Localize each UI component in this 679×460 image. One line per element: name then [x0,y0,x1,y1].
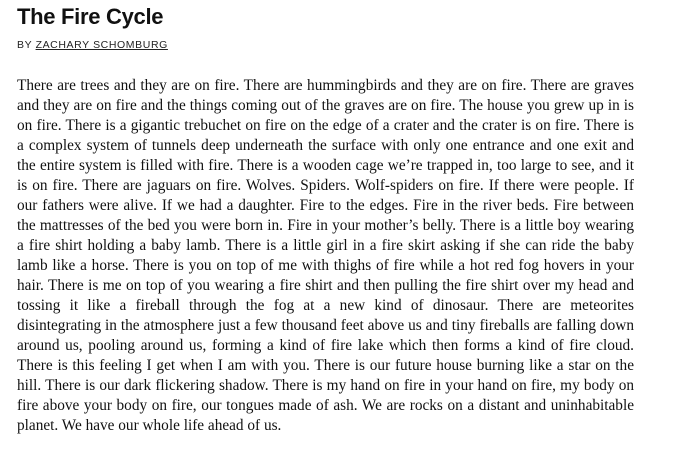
article-title: The Fire Cycle [17,4,164,29]
article [17,4,634,436]
author-link[interactable]: ZACHARY SCHOMBURG [35,39,168,51]
byline-prefix: BY [17,39,33,51]
poem-body: There are trees and they are on fire. There are hummingbirds and they are on fire. There are graves and they are on fire and the things coming out of the graves are on fire. The house you grew up in is on fire. There is a gigantic trebuchet on fire on the edge of a crater and the crater is on fire. There is a complex system of tunnels deep underneath the surface with only one entrance and one exit and the entire system is filled with fire. There is a wooden cage we’re trapped in, too large to see, and it is on fire. There are jaguars on fire. Wolves. Spiders. Wolf-spiders on fire. If there were people. If our fathers were alive. If we had a daughter. Fire to the edges. Fire in the river beds. Fire between the mattresses of the bed you were born in. Fire in your mother’s belly. There is a little boy wearing a fire shirt holding a baby lamb. There is a little girl in a fire skirt asking if she can ride the baby lamb like a horse. There is you on top of me with thighs of fire while a hot red fog hovers in your hair. There is me on top of you wearing a fire shirt and then pulling the fire shirt over my head and tossing it like a fireball through the fog at a new kind of dinosaur. There are meteorites disintegrating in the atmosphere just a few thousand feet above us and tiny fireballs are falling down around us, pooling around us, forming a kind of fire lake which then forms a kind of fire cloud. There is this feeling I get when I am with you. There is our future house burning like a star on the hill. There is our dark flickering shadow. There is my hand on fire in your hand on fire, my body on fire above your body on fire, our tongues made of ash. We are rocks on a distant and uninhabitable planet. We have our whole life ahead of us. [17,77,634,434]
byline [17,38,634,52]
